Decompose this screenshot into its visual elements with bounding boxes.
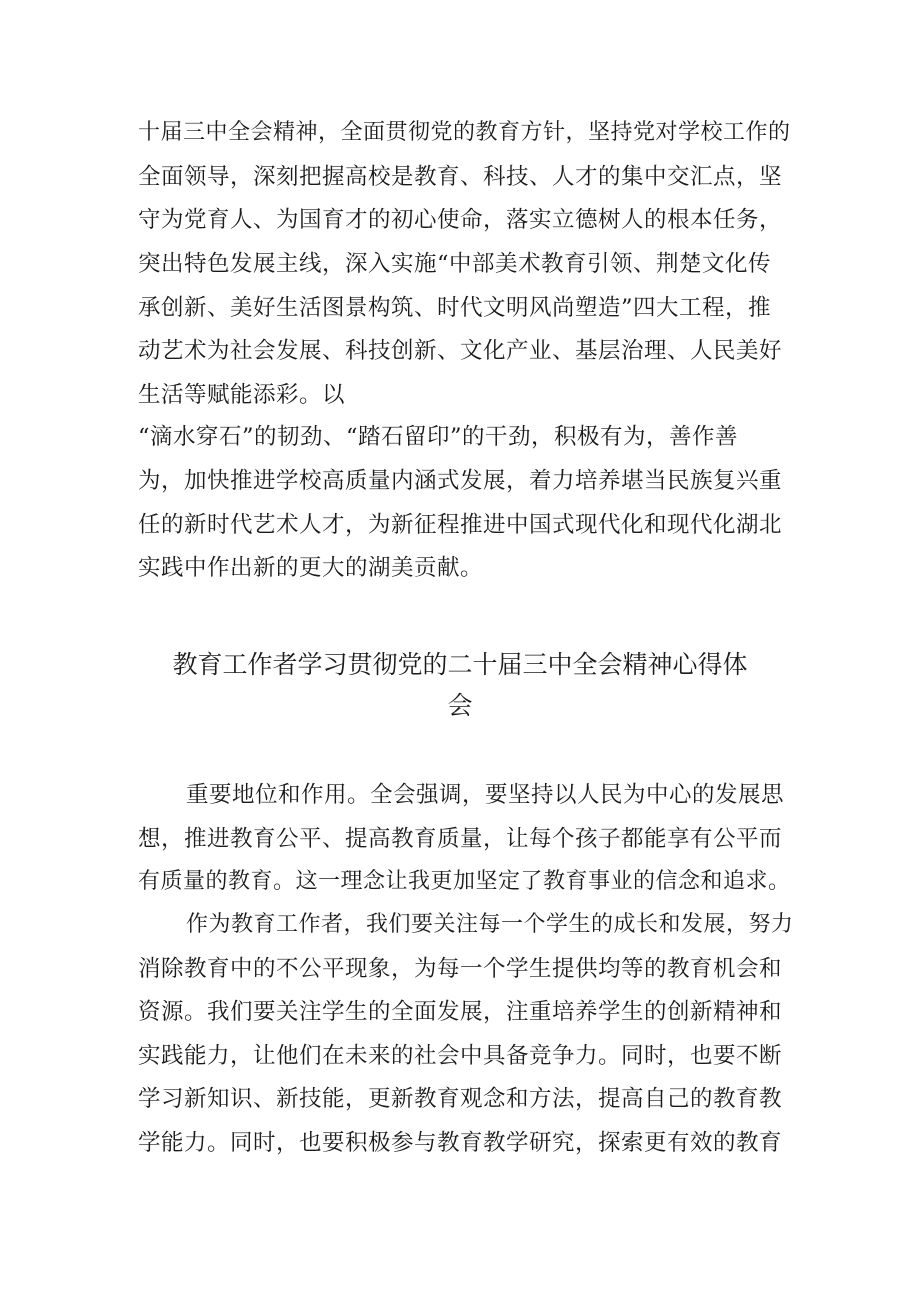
body-text-line: 学能力。同时，也要积极参与教育教学研究，探索更有效的教育 [138,1130,783,1156]
body-text-line: 动艺术为社会发展、科技创新、文化产业、基层治理、人民美好 [138,338,783,364]
body-text-line: 突出特色发展主线，深入实施“中部美术教育引领、荆楚文化传 [138,251,772,277]
body-text-line: 学习新知识、新技能，更新教育观念和方法，提高自己的教育教 [138,1086,783,1112]
body-text-line: 资源。我们要关注学生的全面发展，注重培养学生的创新精神和 [138,999,783,1025]
body-text-line: 任的新时代艺术人才，为新征程推进中国式现代化和现代化湖北 [138,512,783,538]
body-text-line: “滴水穿石”的韧劲、“踏石留印”的干劲，积极有为，善作善 [138,424,739,450]
body-text-line: 全面领导，深刻把握高校是教育、科技、人才的集中交汇点，坚 [138,164,783,190]
body-text-line: 作为教育工作者，我们要关注每一个学生的成长和发展，努力 [186,912,794,937]
body-text-line: 十届三中全会精神，全面贯彻党的教育方针，坚持党对学校工作的 [138,120,791,145]
body-text-line: 想，推进教育公平、提高教育质量，让每个孩子都能享有公平而 [138,826,783,852]
body-text-line: 消除教育中的不公平现象，为每一个学生提供均等的教育机会和 [138,956,783,982]
body-text-line: 实践中作出新的更大的湖美贡献。 [138,555,484,581]
section-title: 教育工作者学习贯彻党的二十届三中全会精神心得体 [172,650,748,679]
body-text-line: 守为党育人、为国育才的初心使命，落实立德树人的根本任务， [138,207,783,233]
body-text-line: 实践能力，让他们在未来的社会中具备竞争力。同时，也要不断 [138,1043,783,1069]
body-text-line: 承创新、美好生活图景构筑、时代文明风尚塑造”四大工程，推 [138,295,772,321]
body-text-line: 生活等赋能添彩。以 [138,382,346,408]
section-title-continuation: 会 [447,691,473,720]
body-text-line: 为，加快推进学校高质量内涵式发展，着力培养堪当民族复兴重 [138,468,783,494]
body-text-line: 重要地位和作用。全会强调，要坚持以人民为中心的发展思 [186,782,785,808]
body-text-line: 有质量的教育。这一理念让我更加坚定了教育事业的信念和追求。 [138,869,791,894]
